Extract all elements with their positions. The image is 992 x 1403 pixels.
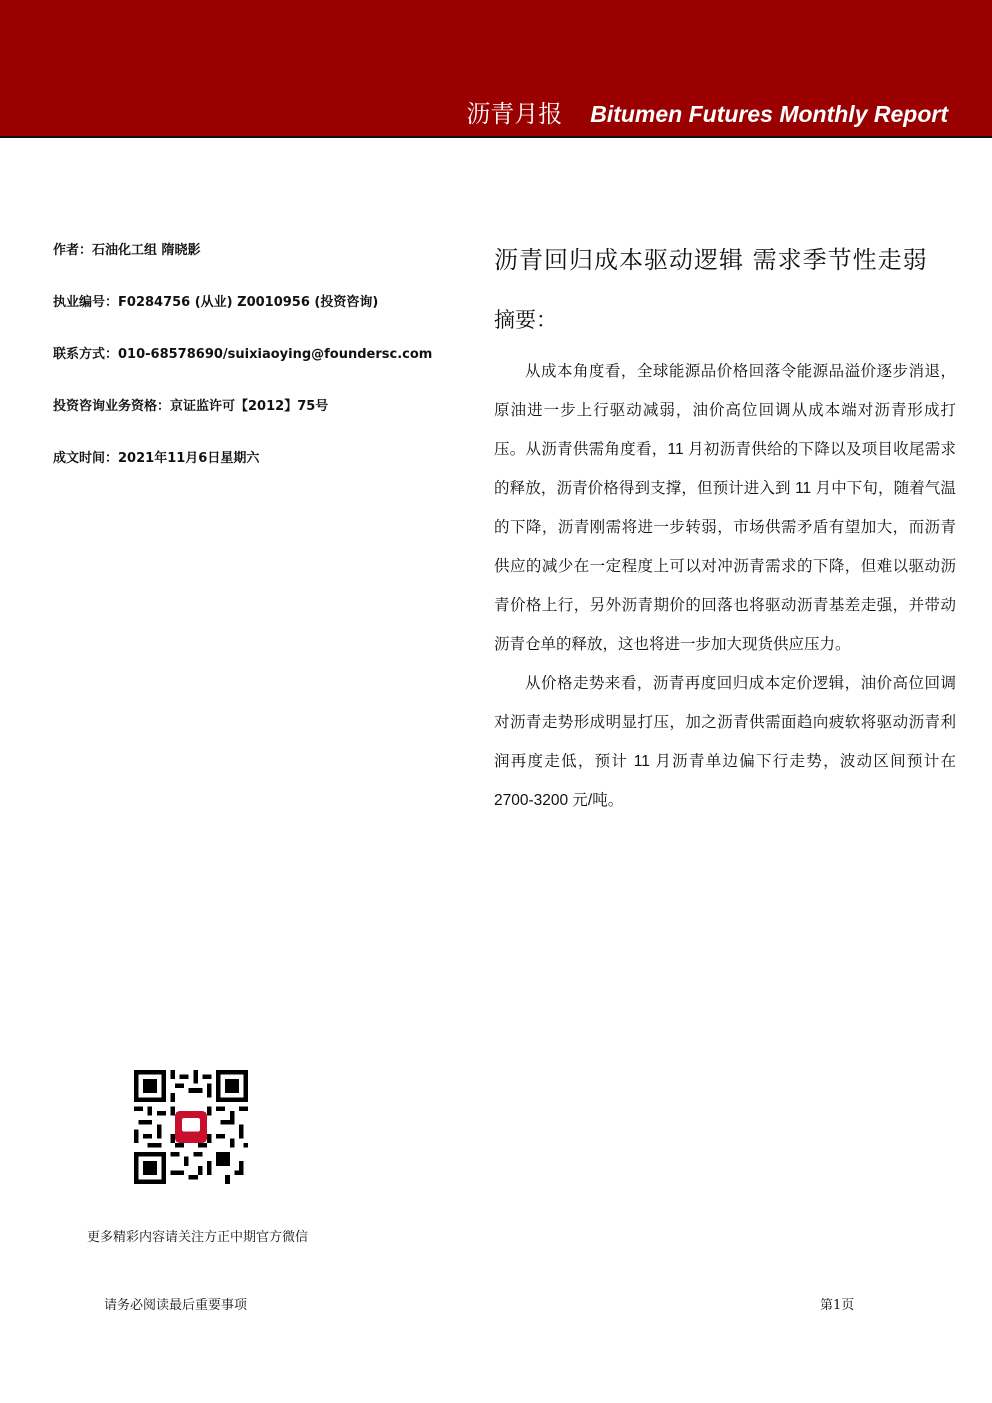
qualification-value: 京证监许可【2012】75号 <box>170 399 329 414</box>
qualification-label: 投资咨询业务资格： <box>53 399 171 414</box>
author-row <box>53 238 453 290</box>
abstract-paragraph: 从价格走势来看，沥青再度回归成本定价逻辑，油价高位回调对沥青走势形成明显打压，加之沥青供需面趋向疲软将驱动沥青利润再度走低，预计 11 月沥青单边偏下行走势，波动区间预计在 2700-3200 元/吨。 <box>494 675 956 809</box>
report-title-en: Bitumen Futures Monthly Report <box>590 101 948 127</box>
contact-value[interactable]: 010-68578690/suixiaoying@foundersc.com <box>118 347 433 362</box>
abstract-paragraph: 从成本角度看，全球能源品价格回落令能源品溢价逐步消退，原油进一步上行驱动减弱，油价高位回调从成本端对沥青形成打压。从沥青供需角度看，11 月初沥青供给的下降以及项目收尾需求的释放，沥青价格得到支撑，但预计进入到 11 月中下旬，随着气温的下降，沥青刚需将进一步转弱，市场供需矛盾有望加大，而沥青供应的减少在一定程度上可以对冲沥青需求的下降，但难以驱动沥青价格上行，另外沥青期价的回落也将驱动沥青基差走强，并带动沥青仓单的释放，这也将进一步加大现货供应压力。 <box>494 363 956 653</box>
date-value: 2021年11月6日星期六 <box>118 451 260 466</box>
author-value: 石油化工组 隋晓影 <box>92 243 201 258</box>
report-header-band <box>0 0 992 138</box>
report-title-cn: 沥青月报 <box>466 100 563 128</box>
author-info <box>53 238 453 498</box>
article <box>494 234 956 820</box>
qualification-row <box>53 394 453 446</box>
date-label: 成文时间： <box>53 451 119 466</box>
abstract-body <box>494 352 956 820</box>
abstract-heading: 摘要： <box>494 308 557 332</box>
contact-label: 联系方式： <box>53 347 119 362</box>
disclaimer-note: 请务必阅读最后重要事项 <box>104 1298 248 1313</box>
report-title <box>466 94 948 129</box>
author-label: 作者： <box>53 243 93 258</box>
license-row <box>53 290 453 342</box>
license-value: F0284756 (从业) Z0010956 (投资咨询) <box>118 295 379 310</box>
page-number: 第1页 <box>820 1298 855 1313</box>
qr-caption: 更多精彩内容请关注方正中期官方微信 <box>87 1230 309 1245</box>
date-row <box>53 446 453 498</box>
article-title: 沥青回归成本驱动逻辑 需求季节性走弱 <box>494 246 928 274</box>
license-label: 执业编号： <box>53 295 119 310</box>
contact-row <box>53 342 453 394</box>
wechat-qr-code <box>134 1070 248 1184</box>
